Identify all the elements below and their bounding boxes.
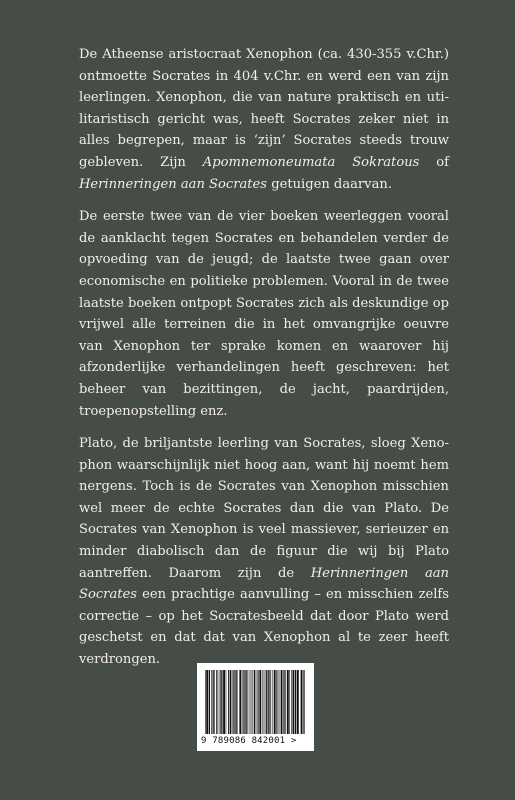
barcode-bar [304,670,305,734]
barcode-bar [263,670,264,734]
barcode-bar [214,670,215,734]
barcode-bar [279,670,280,734]
barcode-bar [205,670,206,734]
barcode-bar [268,670,269,734]
barcode-bar [257,670,258,734]
isbn-digits: 9 789086 842001 > [201,736,297,746]
barcode-bar [278,670,279,734]
barcode-bar [303,670,304,734]
barcode-bar [226,670,227,734]
book-title-italic: Herinneringen aan Socrates [79,176,268,192]
barcode-bar [291,670,292,734]
barcode-label [197,663,314,751]
barcode-bar [258,670,259,734]
barcode-bar [228,670,229,734]
barcode-bar [230,670,231,734]
barcode-bar [244,670,245,734]
barcode-bar [269,670,270,734]
barcode-bar [209,670,210,734]
blurb-paragraph-1 [79,44,449,195]
barcode-bar [295,670,296,734]
barcode-bar [211,670,212,734]
barcode-bar [254,670,255,734]
barcode-bar [281,670,283,734]
blurb-paragraph-2 [79,206,449,422]
barcode-bar [223,670,225,734]
barcode-bar [249,670,250,734]
barcode-bar [256,670,257,734]
barcode-bars [205,670,305,734]
barcode-bar [301,670,303,734]
barcode-bar [293,670,295,734]
barcode-bar [216,670,217,734]
barcode-bar [242,670,243,734]
barcode-bar [284,670,285,734]
barcode-bar [264,670,265,734]
barcode-bar [266,670,267,734]
paragraph-text: getuigen daarvan. [267,176,392,192]
paragraph-text: De eerste twee van de vier boeken weerleggen vooral de aanklacht tegen Socrates en behandelen verder de opvoeding van de jeugd; de laatste twee gaan over economische en politieke problemen. Vooral in de twee laatste boeken ontpopt Socrates zich als deskundige op vrijwel alle terreinen die in het omvangrijke oeuvre van Xenophon ter sprake komen en waarover hij afzonderlijke verhandelingen heeft geschreven: het beheer van bezittingen, de jacht, paardrijden, troepenopstelling enz. [79,209,449,419]
barcode-bar [274,670,276,734]
paragraph-text: een prachtige aanvulling – en misschien zelfs correctie – op het Socratesbeeld dat door Plato werd geschetst en dat dat van Xenophon al te zeer heeft verdrongen. [79,587,449,668]
paragraph-text: Plato, de briljantste leerling van Socrates, sloeg Xenophon waarschijnlijk niet hoog aan, want hij noemt hem nergens. Toch is de Socrates van Xenophon misschien wel meer de echte Socrates dan die van Plato. De Socrates van Xenophon is veel massiever, serieuzer en minder diabolisch dan de figuur die wij bij Plato aantreffen. Daarom zijn de [79,436,449,581]
barcode-bar [246,670,247,734]
barcode-bar [213,670,214,734]
paragraph-text: of [419,154,449,170]
barcode-bar [297,670,299,734]
barcode-bar [221,670,222,734]
barcode-bar [236,670,237,734]
book-title-italic: Apomnemoneumata Sokratous [202,154,420,170]
barcode-bar [239,670,241,734]
blurb-paragraph-3 [79,433,449,671]
barcode-bar [233,670,234,734]
barcode-bar [276,670,277,734]
barcode-bar [232,670,233,734]
barcode-bar [272,670,273,734]
barcode-bar [283,670,284,734]
barcode-bar [289,670,290,734]
barcode-bar [206,670,208,734]
book-title-italic: Herinneringen aan Socrates [79,565,449,603]
barcode-bar [252,670,253,734]
barcode-bar [287,670,289,734]
barcode-bar [234,670,235,734]
blurb-text [79,44,449,682]
paragraph-text: De Atheense aristocraat Xenophon (ca. 430-355 v.Chr.) ontmoette Socrates in 404 v.Chr. en werd een van zijn leerlingen. Xenophon, die van nature praktisch en utilitaristisch gericht was, heeft Socrates zeker niet in alles begrepen, maar is ‘zijn’ Socrates steeds trouw gebleven. Zijn [79,47,449,170]
barcode-bar [251,670,252,734]
barcode-bar [259,670,261,734]
barcode-bar [219,670,220,734]
barcode-bar [243,670,244,734]
barcode-bar [220,670,221,734]
